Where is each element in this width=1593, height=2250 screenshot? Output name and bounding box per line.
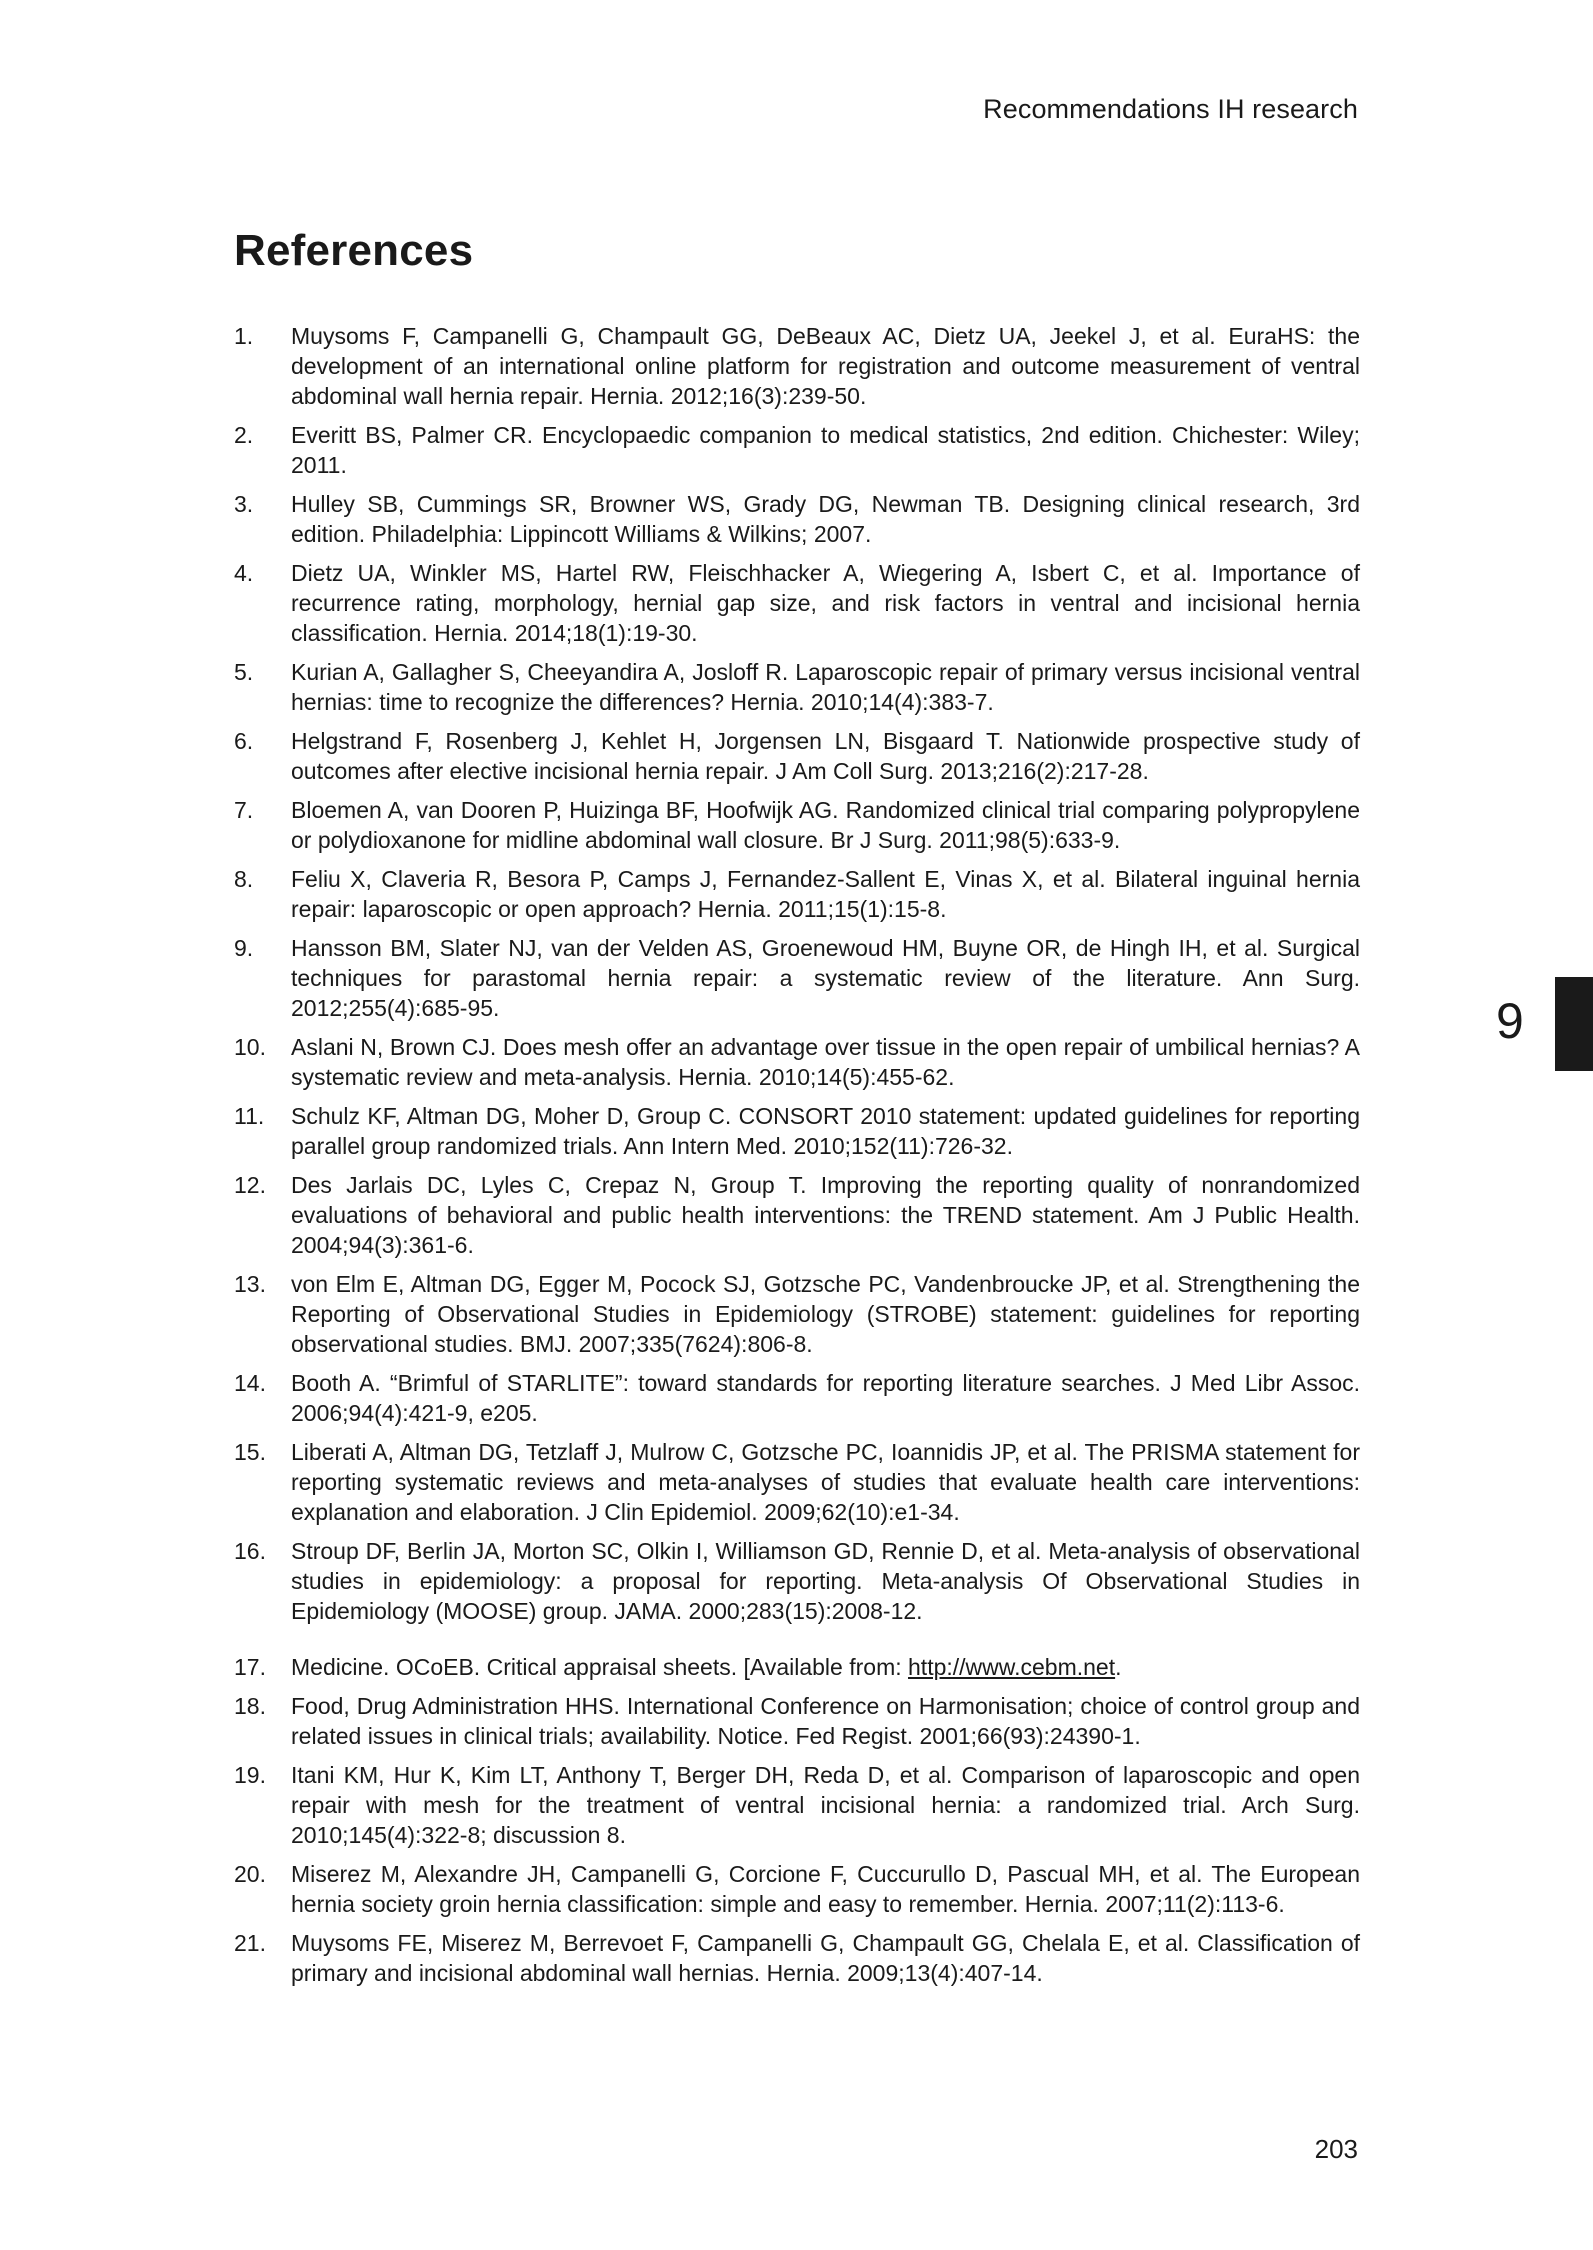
reference-text: Des Jarlais DC, Lyles C, Crepaz N, Group T. Improving the reporting quality of nonrandomized evaluations of behavioral and public health interventions: the TREND statement. Am J Public Health. 2004;94(3):361-6. [291, 1172, 1360, 1258]
reference-item [234, 321, 1360, 411]
reference-text: Aslani N, Brown CJ. Does mesh offer an advantage over tissue in the open repair of umbilical hernias? A systematic review and meta-analysis. Hernia. 2010;14(5):455-62. [291, 1034, 1360, 1090]
reference-item [234, 1368, 1360, 1428]
reference-text: Hansson BM, Slater NJ, van der Velden AS, Groenewoud HM, Buyne OR, de Hingh IH, et al. Surgical techniques for parastomal hernia repair: a systematic review of the literature. Ann Surg. 2012;255(4):685-95. [291, 935, 1360, 1021]
reference-item [234, 795, 1360, 855]
reference-text: Dietz UA, Winkler MS, Hartel RW, Fleischhacker A, Wiegering A, Isbert C, et al. Importance of recurrence rating, morphology, hernial gap size, and risk factors in ventral and incisional hernia classification. Hernia. 2014;18(1):19-30. [291, 560, 1360, 646]
reference-number: 19. [234, 1762, 266, 1788]
reference-item [234, 657, 1360, 717]
reference-item [234, 726, 1360, 786]
chapter-number: 9 [1496, 993, 1524, 1049]
reference-text: Miserez M, Alexandre JH, Campanelli G, Corcione F, Cuccurullo D, Pascual MH, et al. The European hernia society groin hernia classification: simple and easy to remember. Hernia. 2007;11(2):113-6. [291, 1861, 1360, 1917]
reference-item [234, 420, 1360, 480]
reference-item [234, 1101, 1360, 1161]
reference-item [234, 1437, 1360, 1527]
cebm-link[interactable]: http://www.cebm.net [908, 1654, 1116, 1680]
reference-item [234, 1691, 1360, 1751]
reference-text [291, 1652, 1360, 1682]
reference-text: Stroup DF, Berlin JA, Morton SC, Olkin I, Williamson GD, Rennie D, et al. Meta-analysis of observational studies in epidemiology: a proposal for reporting. Meta-analysis Of Observational Studies in Epidemiology (MOOSE) group. JAMA. 2000;283(15):2008-12. [291, 1538, 1360, 1624]
reference-number: 2. [234, 422, 254, 448]
reference-text: Kurian A, Gallagher S, Cheeyandira A, Josloff R. Laparoscopic repair of primary versus incisional ventral hernias: time to recognize the differences? Hernia. 2010;14(4):383-7. [291, 659, 1360, 715]
reference-text-before-link: Medicine. OCoEB. Critical appraisal sheets. [Available from: [291, 1654, 909, 1680]
reference-text: Helgstrand F, Rosenberg J, Kehlet H, Jorgensen LN, Bisgaard T. Nationwide prospective study of outcomes after elective incisional hernia repair. J Am Coll Surg. 2013;216(2):217-28. [291, 728, 1360, 784]
reference-text: Food, Drug Administration HHS. International Conference on Harmonisation; choice of control group and related issues in clinical trials; availability. Notice. Fed Regist. 2001;66(93):24390-1. [291, 1693, 1360, 1749]
reference-item [234, 1859, 1360, 1919]
reference-number: 9. [234, 935, 254, 961]
reference-list [234, 321, 1360, 1997]
reference-number: 20. [234, 1861, 266, 1887]
reference-item [234, 933, 1360, 1023]
page-number: 203 [1314, 2134, 1358, 2164]
reference-number: 4. [234, 560, 254, 586]
reference-text-after-link: . [1115, 1654, 1122, 1680]
reference-number: 14. [234, 1370, 266, 1396]
reference-item [234, 1536, 1360, 1626]
reference-text: Feliu X, Claveria R, Besora P, Camps J, Fernandez-Sallent E, Vinas X, et al. Bilateral inguinal hernia repair: laparoscopic or open approach? Hernia. 2011;15(1):15-8. [291, 866, 1360, 922]
reference-number: 1. [234, 323, 254, 349]
reference-number: 12. [234, 1172, 266, 1198]
reference-item [234, 1170, 1360, 1260]
reference-number: 15. [234, 1439, 266, 1465]
reference-item [234, 489, 1360, 549]
reference-number: 6. [234, 728, 254, 754]
reference-item [234, 864, 1360, 924]
reference-text: Liberati A, Altman DG, Tetzlaff J, Mulrow C, Gotzsche PC, Ioannidis JP, et al. The PRISMA statement for reporting systematic reviews and meta-analyses of studies that evaluate health care interventions: explanation and elaboration. J Clin Epidemiol. 2009;62(10):e1-34. [291, 1439, 1360, 1525]
reference-text: Hulley SB, Cummings SR, Browner WS, Grady DG, Newman TB. Designing clinical research, 3rd edition. Philadelphia: Lippincott Williams & Wilkins; 2007. [291, 491, 1360, 547]
reference-item [234, 558, 1360, 648]
reference-item [234, 1760, 1360, 1850]
reference-number: 11. [234, 1103, 265, 1129]
reference-text: von Elm E, Altman DG, Egger M, Pocock SJ, Gotzsche PC, Vandenbroucke JP, et al. Strengthening the Reporting of Observational Studies in Epidemiology (STROBE) statement: guidelines for reporting observational studies. BMJ. 2007;335(7624):806-8. [291, 1271, 1360, 1357]
reference-item [234, 1032, 1360, 1092]
running-header: Recommendations IH research [983, 94, 1358, 124]
reference-text: Booth A. “Brimful of STARLITE”: toward standards for reporting literature searches. J Med Libr Assoc. 2006;94(4):421-9, e205. [291, 1370, 1360, 1426]
reference-number: 3. [234, 491, 254, 517]
reference-number: 18. [234, 1693, 266, 1719]
reference-number: 5. [234, 659, 254, 685]
reference-text: Everitt BS, Palmer CR. Encyclopaedic companion to medical statistics, 2nd edition. Chichester: Wiley; 2011. [291, 422, 1360, 478]
reference-number: 10. [234, 1034, 266, 1060]
reference-text: Bloemen A, van Dooren P, Huizinga BF, Hoofwijk AG. Randomized clinical trial comparing polypropylene or polydioxanone for midline abdominal wall closure. Br J Surg. 2011;98(5):633-9. [291, 797, 1360, 853]
reference-number: 8. [234, 866, 254, 892]
reference-text: Muysoms F, Campanelli G, Champault GG, DeBeaux AC, Dietz UA, Jeekel J, et al. EuraHS: the development of an international online platform for registration and outcome measurement of ventral abdominal wall hernia repair. Hernia. 2012;16(3):239-50. [291, 323, 1360, 409]
reference-number: 17. [234, 1654, 266, 1680]
reference-number: 16. [234, 1538, 266, 1564]
reference-item [234, 1652, 1360, 1682]
reference-text: Itani KM, Hur K, Kim LT, Anthony T, Berger DH, Reda D, et al. Comparison of laparoscopic and open repair with mesh for the treatment of ventral incisional hernia: a randomized trial. Arch Surg. 2010;145(4):322-8; discussion 8. [291, 1762, 1360, 1848]
section-title: References [234, 226, 474, 275]
chapter-tab-marker [1555, 977, 1593, 1071]
reference-number: 13. [234, 1271, 266, 1297]
reference-number: 21. [234, 1930, 266, 1956]
reference-text: Schulz KF, Altman DG, Moher D, Group C. CONSORT 2010 statement: updated guidelines for reporting parallel group randomized trials. Ann Intern Med. 2010;152(11):726-32. [291, 1103, 1360, 1159]
reference-item [234, 1928, 1360, 1988]
reference-text: Muysoms FE, Miserez M, Berrevoet F, Campanelli G, Champault GG, Chelala E, et al. Classification of primary and incisional abdominal wall hernias. Hernia. 2009;13(4):407-14. [291, 1930, 1360, 1986]
reference-number: 7. [234, 797, 254, 823]
reference-item [234, 1269, 1360, 1359]
